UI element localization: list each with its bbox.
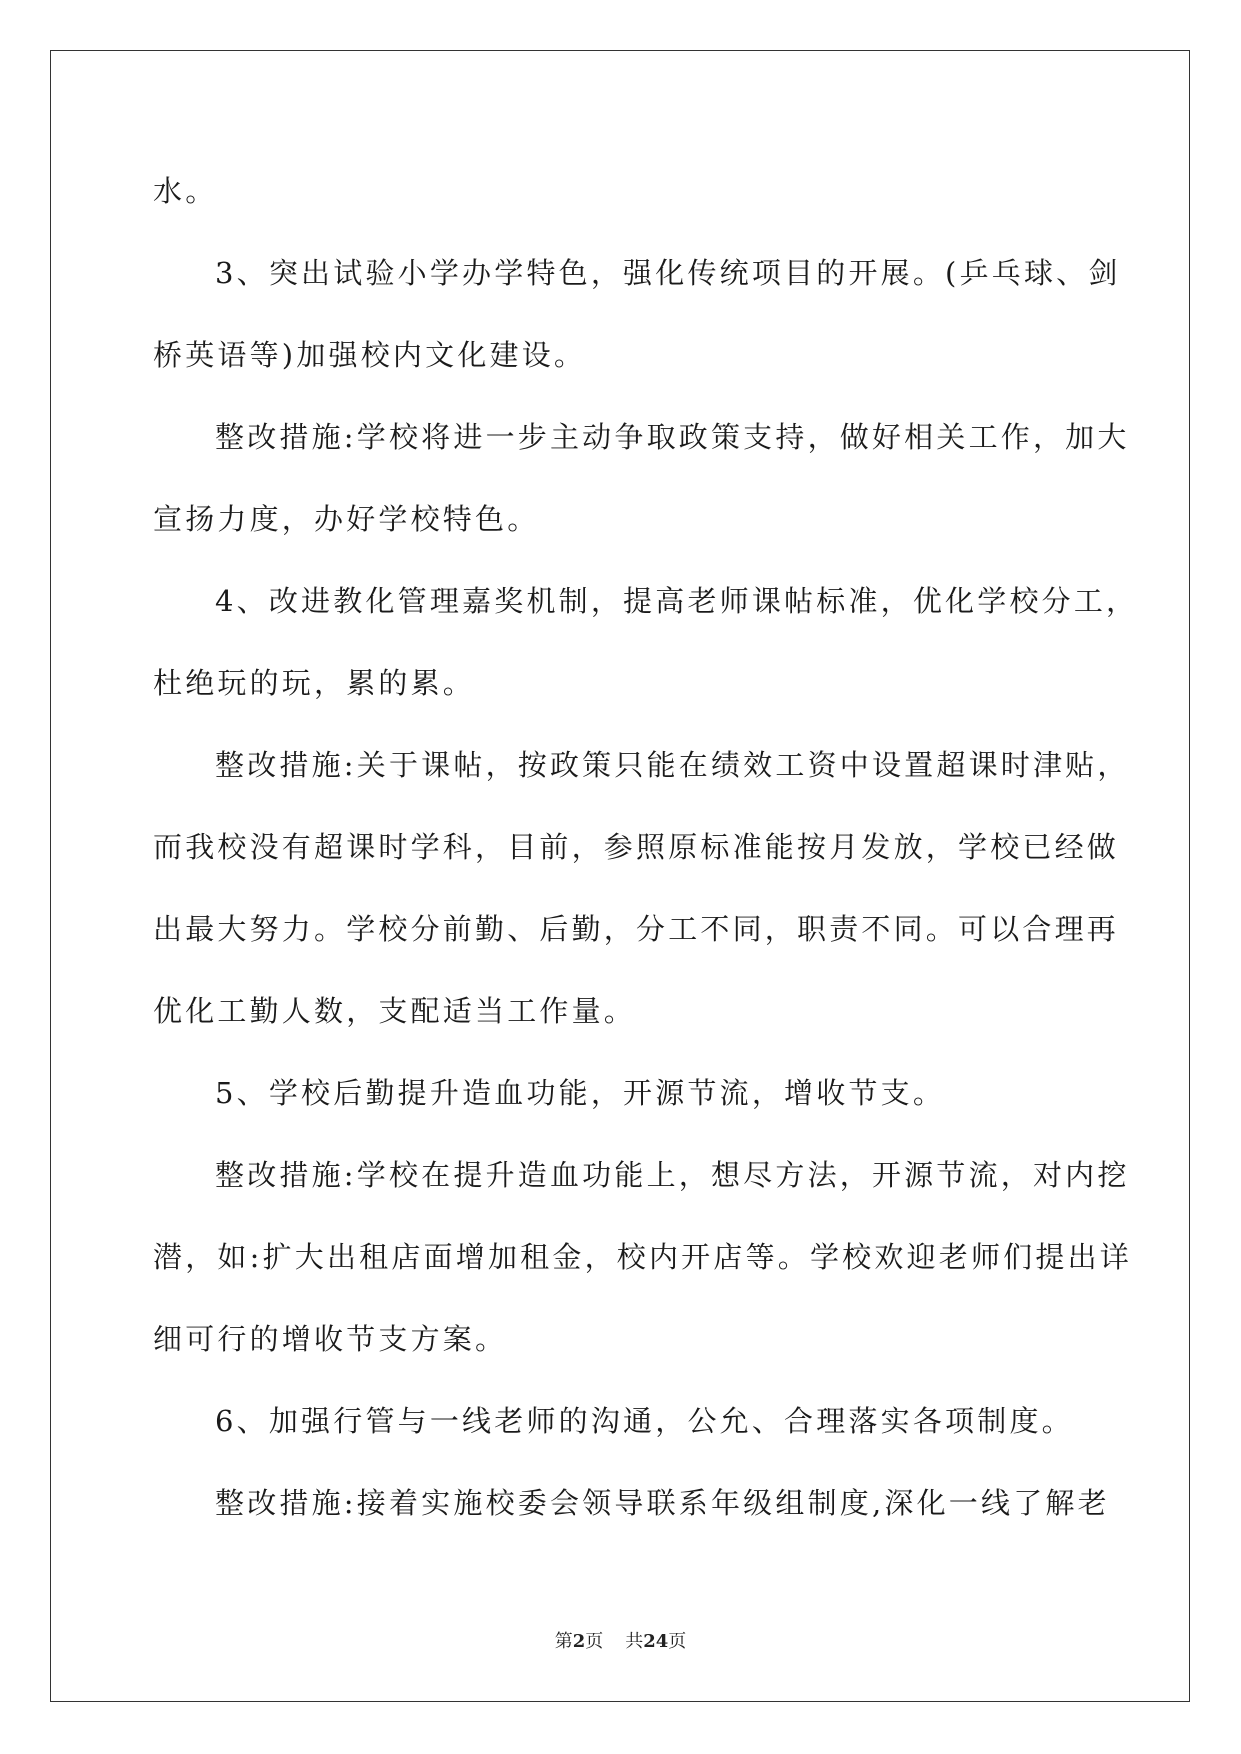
text-line: 杜绝玩的玩，累的累。 (153, 666, 476, 700)
text-line: 4、改进教化管理嘉奖机制，提高老师课帖标准，优化学校分工， (215, 584, 1139, 618)
text-line: 5、学校后勤提升造血功能，开源节流，增收节支。 (215, 1076, 946, 1110)
text-line: 宣扬力度，办好学校特色。 (153, 502, 540, 536)
text-line: 水。 (153, 174, 218, 208)
text-line: 桥英语等)加强校内文化建设。 (153, 338, 587, 372)
total-pages: 24 (643, 1631, 669, 1652)
page-footer (0, 1627, 1241, 1653)
page-suffix: 页 (585, 1631, 604, 1652)
text-line: 整改措施:接着实施校委会领导联系年级组制度,深化一线了解老 (215, 1486, 1110, 1520)
page-prefix: 第 (554, 1631, 573, 1652)
total-suffix: 页 (668, 1631, 687, 1652)
text-line: 细可行的增收节支方案。 (153, 1322, 508, 1356)
document-body (153, 170, 1139, 1564)
text-line: 出最大努力。学校分前勤、后勤，分工不同，职责不同。可以合理再 (153, 912, 1120, 946)
page-number: 2 (572, 1631, 586, 1652)
total-prefix: 共 (625, 1631, 644, 1652)
text-line: 而我校没有超课时学科，目前，参照原标准能按月发放，学校已经做 (153, 830, 1120, 864)
text-line: 3、突出试验小学办学特色，强化传统项目的开展。(乒乓球、剑 (215, 256, 1121, 290)
text-line: 优化工勤人数，支配适当工作量。 (153, 994, 637, 1028)
text-line: 整改措施:关于课帖，按政策只能在绩效工资中设置超课时津贴， (215, 748, 1130, 782)
text-line: 整改措施:学校在提升造血功能上，想尽方法，开源节流，对内挖 (215, 1158, 1130, 1192)
text-line: 6、加强行管与一线老师的沟通，公允、合理落实各项制度。 (215, 1404, 1074, 1438)
text-line: 潜，如:扩大出租店面增加租金，校内开店等。学校欢迎老师们提出详 (153, 1240, 1132, 1274)
text-line: 整改措施:学校将进一步主动争取政策支持，做好相关工作，加大 (215, 420, 1130, 454)
